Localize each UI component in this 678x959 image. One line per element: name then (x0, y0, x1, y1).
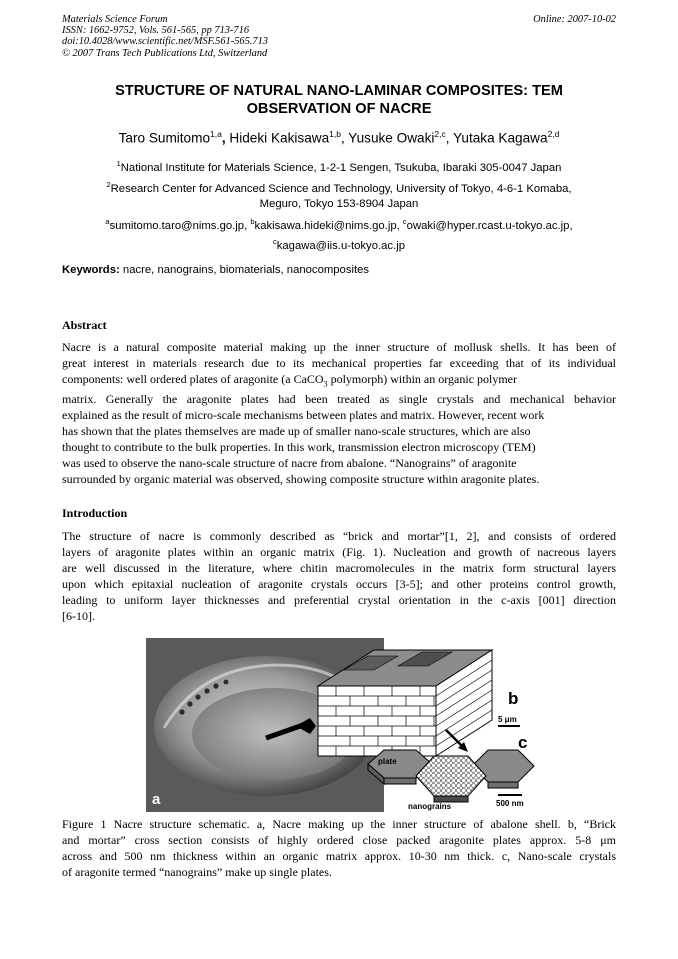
affiliation-text-line-1: Research Center for Advanced Science and Technology, University of Tokyo, 4-6-1 Komaba, (110, 182, 572, 195)
affiliation-number: 2 (106, 180, 111, 189)
online-date: Online: 2007-10-02 (533, 14, 616, 25)
author-name: Hideki Kakisawa (229, 130, 330, 146)
caption-line: across and 500 nm thickness within an organic matrix approx. 10-30 nm thick. c, Nano-scale crystals (62, 848, 616, 863)
journal-name: Materials Science Forum (62, 14, 168, 25)
journal-header (62, 14, 616, 59)
intro-line: are well discussed in the literature, where chitin macromolecules in the matrix form structural layers (62, 560, 616, 575)
intro-line: upon which epitaxial nucleation of aragonite crystals occurs [3-5]; and other proteins control growth, (62, 576, 616, 591)
keywords (62, 264, 616, 276)
abstract-line: surrounded by organic material was observed, showing composite structure within aragonite plates. (62, 471, 540, 486)
title-line-1: STRUCTURE OF NATURAL NANO-LAMINAR COMPOSITES: TEM (115, 83, 563, 99)
abstract-line: was used to observe the nano-scale structure of nacre from abalone. “Nanograins” of aragonite (62, 455, 517, 470)
title-line-2: OBSERVATION OF NACRE (246, 101, 432, 117)
abstract-line: matrix. Generally the aragonite plates had been treated as single crystals and mechanical behavior (62, 392, 616, 407)
author-affil-sup: 2,c (434, 129, 446, 139)
affiliation-text-line-2: Meguro, Tokyo 153-8904 Japan (259, 198, 419, 211)
caption-line: Figure 1 Nacre structure schematic. a, Nacre making up the inner structure of abalone shell. b, “Brick (62, 817, 616, 831)
abstract-line: Nacre is a natural composite material making up the inner structure of mollusk shells. It has been of (62, 340, 616, 354)
panel-label-b: b (508, 689, 519, 708)
intro-line: [6-10]. (62, 608, 95, 623)
introduction-body (62, 529, 616, 624)
abstract-body (62, 340, 616, 488)
email-sup: b (250, 217, 255, 226)
affiliation-number: 1 (116, 159, 121, 168)
journal-copyright: © 2007 Trans Tech Publications Ltd, Switzerland (62, 47, 268, 59)
affiliation-text: National Institute for Materials Science, 1-2-1 Sengen, Tsukuba, Ibaraki 305-0047 Japan (120, 161, 562, 174)
nacre-schematic-figure (146, 638, 550, 812)
affiliation-2 (62, 177, 616, 213)
author-name: Taro Sumitomo (118, 130, 211, 146)
figure-1-caption (62, 817, 616, 881)
plate-label: plate (378, 757, 397, 766)
scale-label-c: 500 nm (496, 799, 524, 808)
abstract-line: has shown that the plates themselves are made up of smaller nano-scale structures, which are also (62, 423, 531, 438)
paper-title (62, 82, 616, 118)
affiliation-1 (62, 156, 616, 176)
author-list: Taro Sumitomo$^{1,a}$, Hideki Kakisawa$^{1,b}$, Yusuke Owaki$^{2,c}$, Yutaka Kagawa$^{2,d}$ (118, 129, 560, 146)
nanograins-label: nanograins (408, 802, 452, 811)
email-link[interactable]: kagawa@iis.u-tokyo.ac.jp (276, 240, 405, 253)
introduction-heading: Introduction (62, 506, 128, 520)
email-sup: c (402, 217, 407, 226)
intro-line: The structure of nacre is commonly described as “brick and mortar”[1, 2], and consists of ordered (62, 529, 616, 543)
figure-1 (146, 638, 550, 812)
abstract-line: thought to contribute to the bulk properties. In this work, transmission electron microscopy (TEM) (62, 439, 536, 454)
intro-line: layers of aragonite plates within an organic matrix (Fig. 1). Nucleation and growth of nacreous layers (62, 544, 616, 559)
panel-label-c: c (518, 733, 528, 752)
journal-issn: ISSN: 1662-9752, Vols. 561-565, pp 713-716 (62, 25, 250, 37)
abstract-line: explained as the result of micro-scale mechanisms between plates and matrix. However, recent work (62, 408, 545, 423)
author-name: Yusuke Owaki (348, 130, 435, 146)
keywords-label: Keywords: (62, 264, 120, 276)
author-affil-sup: 2,d (547, 129, 560, 139)
author-affil-sup: 1,b (329, 129, 341, 139)
caption-line: and mortar” cross section consists of highly ordered close packed aragonite plates approx. 5-8 μm (62, 832, 616, 847)
email-link[interactable]: kakisawa.hideki@nims.go.jp, (254, 219, 403, 232)
panel-label-a: a (152, 791, 161, 808)
author-affil-sup: 1,a (210, 129, 222, 139)
author-emails (62, 214, 616, 255)
email-sup: c (272, 237, 277, 247)
email-link[interactable]: owaki@hyper.rcast.u-tokyo.ac.jp, (406, 219, 573, 232)
email-sup: a (105, 217, 110, 226)
abstract-line: great interest in materials research due to its mechanical properties far exceeding that of its individual (62, 355, 616, 370)
keywords-text: nacre, nanograins, biomaterials, nanocomposites (122, 264, 370, 276)
intro-line: leading to uniform layer thicknesses and preferential crystal orientation in the c-axis [001] direction (62, 592, 616, 607)
abstract-line: components: well ordered plates of aragonite (a CaCO$_3$ polymorph) within an organic polymer (62, 371, 518, 389)
author-name: Yutaka Kagawa (453, 130, 548, 146)
abstract-heading: Abstract (62, 318, 107, 332)
email-link[interactable]: sumitomo.taro@nims.go.jp, (109, 219, 251, 232)
journal-doi: doi:10.4028/www.scientific.net/MSF.561-565.713 (62, 36, 268, 48)
caption-line: of aragonite termed “nanograins” make up single plates. (62, 864, 332, 879)
scale-label-b: 5 μm (498, 715, 517, 724)
